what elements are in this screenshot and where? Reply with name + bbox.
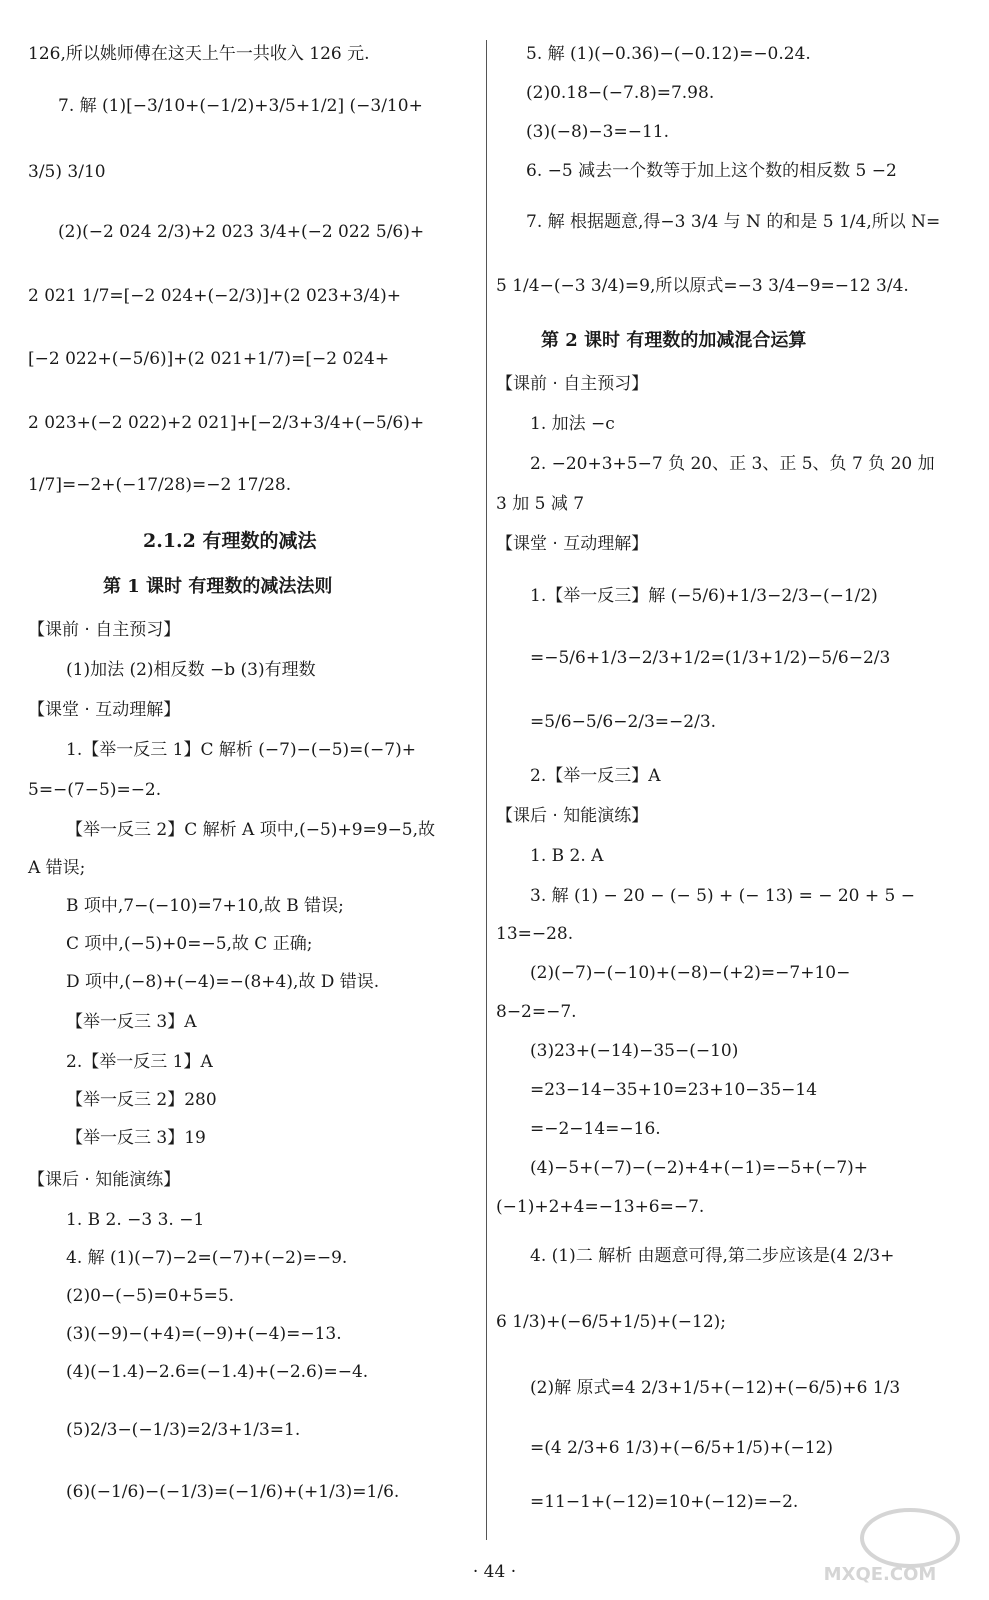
text-line: 3. 解 (1) − 20 − (− 5) + (− 13) = − 20 + 5 − [530, 886, 916, 906]
left-column [28, 0, 478, 1545]
text-line: 4. 解 (1)(−7)−2=(−7)+(−2)=−9. [66, 1248, 348, 1268]
text-line: D 项中,(−8)+(−4)=−(8+4),故 D 错误. [66, 972, 380, 992]
text-line: 2.【举一反三】A [530, 766, 661, 786]
text-line: 1. 加法 −c [530, 414, 615, 434]
text-line: [−2 022+(−5/6)]+(2 021+1/7)=[−2 024+ [28, 349, 390, 369]
text-line: =−2−14=−16. [530, 1119, 661, 1139]
text-line: =23−14−35+10=23+10−35−14 [530, 1080, 818, 1100]
section-label: 【课堂 · 互动理解】 [28, 700, 181, 720]
text-line: 5 1/4−(−3 3/4)=9,所以原式=−3 3/4−9=−12 3/4. [496, 276, 909, 296]
right-column [496, 0, 964, 1545]
text-line: 5. 解 (1)(−0.36)−(−0.12)=−0.24. [526, 44, 811, 64]
section-label: 【课前 · 自主预习】 [28, 620, 181, 640]
text-line: 【举一反三 2】C 解析 A 项中,(−5)+9=9−5,故 [66, 820, 436, 840]
text-line: 2.【举一反三 1】A [66, 1052, 213, 1072]
section-label: 【课后 · 知能演练】 [496, 806, 649, 826]
text-line: (−1)+2+4=−13+6=−7. [496, 1197, 705, 1217]
column-divider [486, 40, 487, 1540]
text-line: 1. B 2. A [530, 846, 604, 866]
text-line: 13=−28. [496, 924, 574, 944]
text-line: 7. 解 (1)[−3/10+(−1/2)+3/5+1/2] (−3/10+ [58, 96, 423, 116]
text-line: 8−2=−7. [496, 1002, 577, 1022]
text-line: (2)(−7)−(−10)+(−8)−(+2)=−7+10− [530, 963, 851, 983]
text-line: (5)2/3−(−1/3)=2/3+1/3=1. [66, 1420, 301, 1440]
text-line: =−5/6+1/3−2/3+1/2=(1/3+1/2)−5/6−2/3 [530, 648, 891, 668]
text-line: 2. −20+3+5−7 负 20、正 3、正 5、负 7 负 20 加 [530, 454, 935, 474]
page-number: · 44 · [472, 1562, 517, 1582]
text-line: (2)0−(−5)=0+5=5. [66, 1286, 235, 1306]
text-line: 1.【举一反三】解 (−5/6)+1/3−2/3−(−1/2) [530, 586, 878, 606]
text-line: (3)23+(−14)−35−(−10) [530, 1041, 739, 1061]
text-line: 3/5) 3/10 [28, 162, 106, 182]
text-line: A 错误; [28, 858, 86, 878]
text-line: (2)0.18−(−7.8)=7.98. [526, 83, 715, 103]
text-line: (4)(−1.4)−2.6=(−1.4)+(−2.6)=−4. [66, 1362, 369, 1382]
text-line: (2)解 原式=4 2/3+1/5+(−12)+(−6/5)+6 1/3 [530, 1378, 901, 1398]
text-line: 5=−(7−5)=−2. [28, 780, 162, 800]
text-line: 【举一反三 3】A [66, 1012, 197, 1032]
text-line: (3)(−9)−(+4)=(−9)+(−4)=−13. [66, 1324, 342, 1344]
lesson-heading: 第 2 课时 有理数的加减混合运算 [541, 330, 807, 351]
text-line: =(4 2/3+6 1/3)+(−6/5+1/5)+(−12) [530, 1438, 834, 1458]
text-line: 1.【举一反三 1】C 解析 (−7)−(−5)=(−7)+ [66, 740, 416, 760]
text-line: 1/7]=−2+(−17/28)=−2 17/28. [28, 475, 292, 495]
text-line: 3 加 5 减 7 [496, 494, 585, 514]
text-line: (2)(−2 024 2/3)+2 023 3/4+(−2 022 5/6)+ [58, 222, 425, 242]
text-line: =11−1+(−12)=10+(−12)=−2. [530, 1492, 799, 1512]
text-line: 【举一反三 2】280 [66, 1090, 217, 1110]
section-label: 【课前 · 自主预习】 [496, 374, 649, 394]
section-label: 【课后 · 知能演练】 [28, 1170, 181, 1190]
watermark-text: MXQE.COM [823, 1564, 937, 1585]
text-line: 【举一反三 3】19 [66, 1128, 206, 1148]
text-line: 1. B 2. −3 3. −1 [66, 1210, 205, 1230]
text-line: (6)(−1/6)−(−1/3)=(−1/6)+(+1/3)=1/6. [66, 1482, 400, 1502]
section-label: 【课堂 · 互动理解】 [496, 534, 649, 554]
text-line: (3)(−8)−3=−11. [526, 122, 669, 142]
text-line: 7. 解 根据题意,得−3 3/4 与 N 的和是 5 1/4,所以 N= [526, 212, 941, 232]
text-line: 4. (1)二 解析 由题意可得,第二步应该是(4 2/3+ [530, 1246, 895, 1266]
text-line: B 项中,7−(−10)=7+10,故 B 错误; [66, 896, 344, 916]
text-line: C 项中,(−5)+0=−5,故 C 正确; [66, 934, 313, 954]
lesson-heading: 第 1 课时 有理数的减法法则 [103, 576, 333, 597]
text-line: (4)−5+(−7)−(−2)+4+(−1)=−5+(−7)+ [530, 1158, 869, 1178]
text-line: 6 1/3)+(−6/5+1/5)+(−12); [496, 1312, 727, 1332]
text-line: (1)加法 (2)相反数 −b (3)有理数 [66, 660, 316, 680]
text-line: 126,所以姚师傅在这天上午一共收入 126 元. [28, 44, 370, 64]
text-line: 6. −5 减去一个数等于加上这个数的相反数 5 −2 [526, 161, 897, 181]
text-line: 2 021 1/7=[−2 024+(−2/3)]+(2 023+3/4)+ [28, 286, 401, 306]
text-line: =5/6−5/6−2/3=−2/3. [530, 712, 717, 732]
text-line: 2 023+(−2 022)+2 021]+[−2/3+3/4+(−5/6)+ [28, 413, 425, 433]
section-heading: 2.1.2 有理数的减法 [143, 530, 317, 552]
